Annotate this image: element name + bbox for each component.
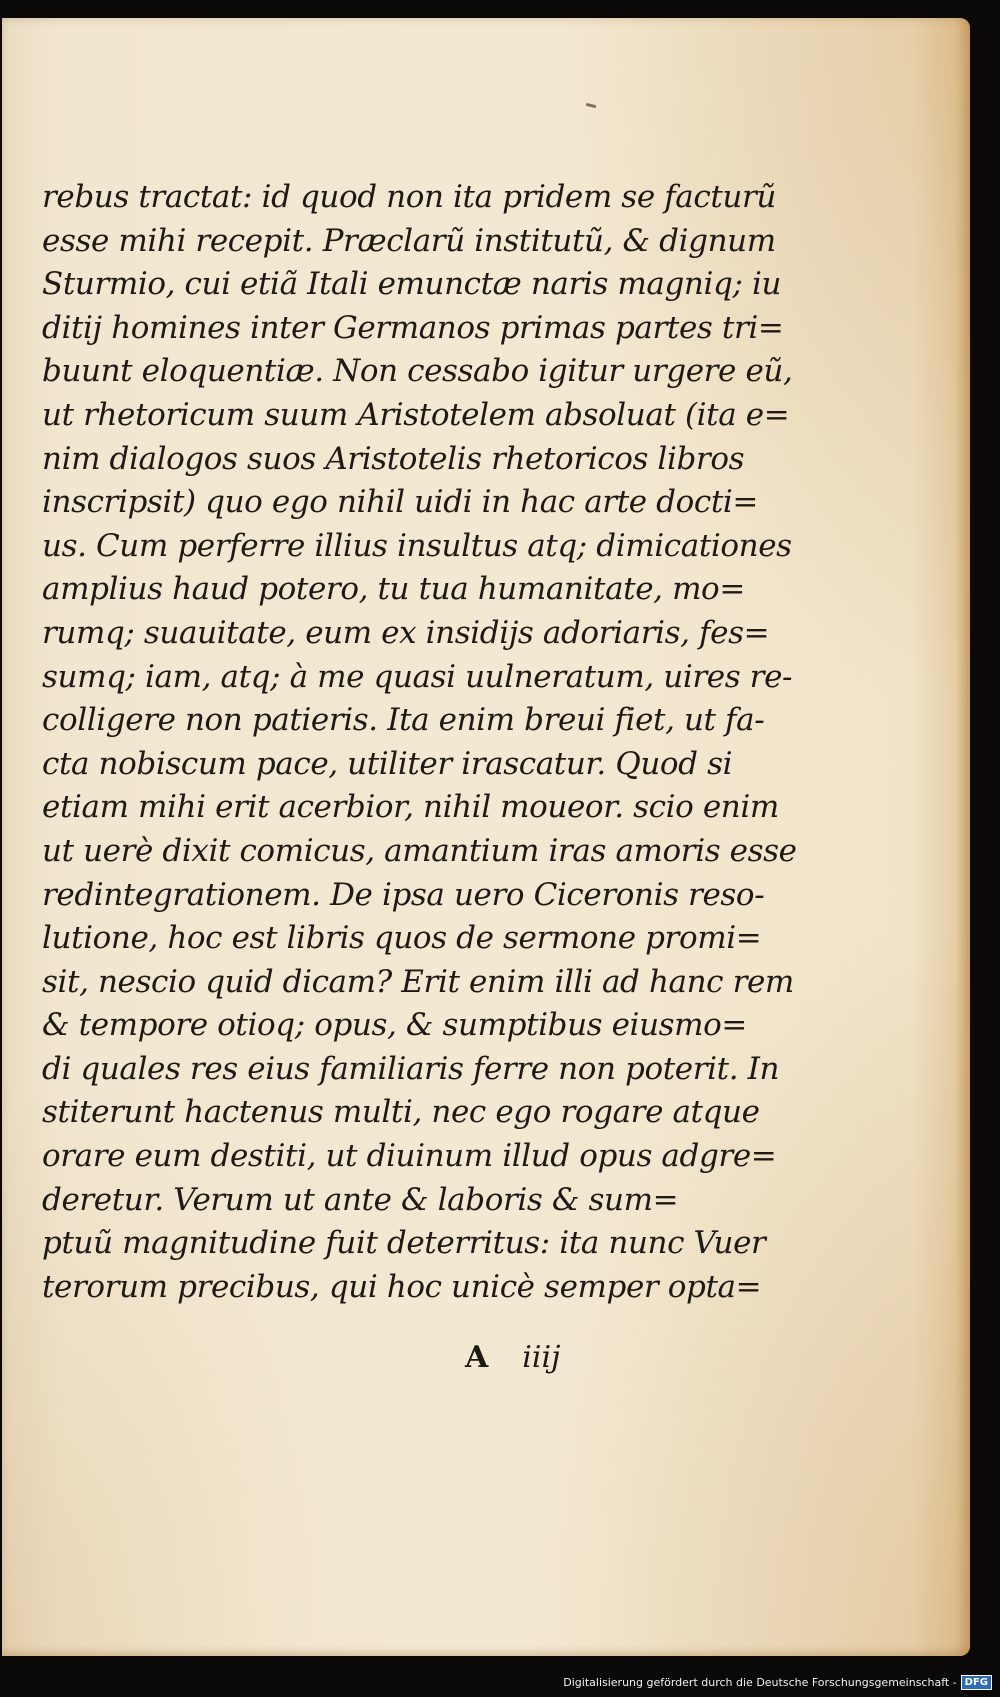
footer-text: Digitalisierung gefördert durch die Deutsche Forschungsgemeinschaft - <box>563 1675 957 1689</box>
text-line: etiam mihi erit acerbior, nihil moueor. scio enim <box>42 789 779 826</box>
signature-number: iiij <box>522 1340 561 1375</box>
text-line: di quales res eius familiaris ferre non poterit. In <box>42 1050 780 1087</box>
text-line: colligere non patieris. Ita enim breui fiet, ut fa- <box>42 702 765 739</box>
text-line: ut uerè dixit comicus, amantium iras amoris esse <box>42 832 797 869</box>
text-line: redintegrationem. De ipsa uero Ciceronis reso- <box>42 876 765 913</box>
text-line: terorum precibus, qui hoc unicè semper opta= <box>42 1268 762 1305</box>
text-line: cta nobiscum pace, utiliter irascatur. Quod si <box>42 745 733 782</box>
text-line: & tempore otioq; opus, & sumptibus eiusmo= <box>42 1007 747 1044</box>
text-line: orare eum destiti, ut diuinum illud opus adgre= <box>42 1138 777 1175</box>
text-line: Sturmio, cui etiã Itali emunctæ naris magniq; iu <box>42 266 782 303</box>
signature-mark <box>465 1340 560 1375</box>
text-line: esse mihi recepit. Præclarũ institutũ, & dignum <box>42 222 776 259</box>
text-line: sumq; iam, atq; à me quasi uulneratum, uires re- <box>42 658 793 695</box>
text-line: ptuũ magnitudine fuit deterritus: ita nunc Vuer <box>42 1225 766 1262</box>
dfg-logo-icon: DFG <box>961 1675 992 1690</box>
book-page <box>2 18 970 1656</box>
text-line: rumq; suauitate, eum ex insidijs adoriaris, fes= <box>42 614 770 651</box>
text-block <box>42 176 942 1309</box>
text-line: buunt eloquentiæ. Non cessabo igitur urgere eũ, <box>42 353 793 390</box>
text-line: lutione, hoc est libris quos de sermone promi= <box>42 920 762 957</box>
text-line: sit, nescio quid dicam? Erit enim illi ad hanc rem <box>42 963 794 1000</box>
text-line: rebus tractat: id quod non ita pridem se facturũ <box>42 179 776 215</box>
text-line: inscripsit) quo ego nihil uidi in hac arte docti= <box>42 484 758 521</box>
ink-mark <box>586 103 596 108</box>
text-line: ut rhetoricum suum Aristotelem absoluat (ita e= <box>42 396 790 433</box>
text-line: us. Cum perferre illius insultus atq; dimicationes <box>42 527 792 564</box>
text-line: amplius haud potero, tu tua humanitate, mo= <box>42 571 745 608</box>
text-line: stiterunt hactenus multi, nec ego rogare atque <box>42 1094 760 1131</box>
funding-footer <box>563 1670 992 1694</box>
page-edge <box>956 18 970 1656</box>
text-line: ditij homines inter Germanos primas partes tri= <box>42 309 784 346</box>
text-line: nim dialogos suos Aristotelis rhetoricos libros <box>42 440 745 477</box>
text-line: deretur. Verum ut ante & laboris & sum= <box>42 1181 679 1218</box>
signature-letter: A <box>465 1340 489 1375</box>
